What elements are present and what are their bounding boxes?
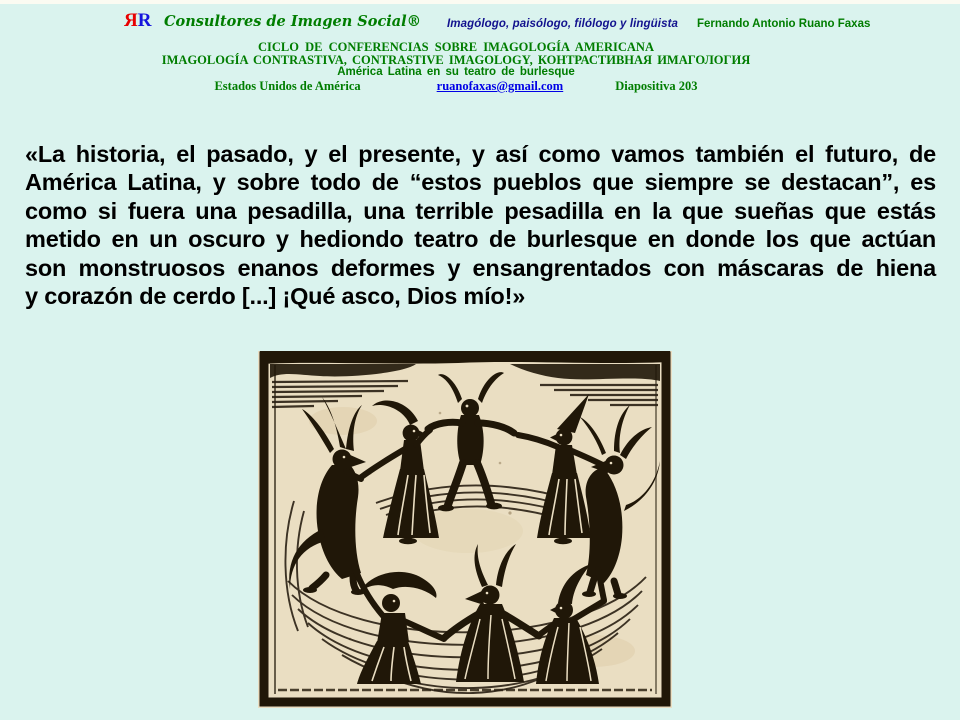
logo-ya-letter: Я (124, 10, 138, 31)
footer-info-line (0, 79, 912, 94)
woodcut-svg (258, 351, 672, 708)
conference-title-line: IMAGOLOGÍA CONTRASTIVA, CONTRASTIVE IMAGOLOGY, КОНТРАСТИВНАЯ ИМАГОЛОГИЯ (161, 53, 751, 67)
conference-series-line: CICLO DE CONFERENCIAS SOBRE IMAGOLOGÍA AMERICANA (258, 40, 654, 54)
lecture-title-line: América Latina en su teatro de burlesque (337, 66, 575, 78)
quote-line: metido en un oscuro y hediondo teatro de burlesque en donde los que actúan (25, 226, 936, 253)
logo (124, 11, 151, 31)
country-label: Estados Unidos de América (214, 79, 361, 93)
quote-line: son monstruosos enanos deformes y ensangrentados con máscaras de hiena (25, 254, 936, 281)
profession-line: Imagólogo, paisólogo, filólogo y lingüista (447, 18, 678, 30)
quote-paragraph (25, 140, 936, 310)
quote-line: «La historia, el pasado, y el presente, y así como vamos también el futuro, de (25, 141, 936, 167)
quote-line: y corazón de cerdo [...] ¡Qué asco, Dios mío!» (25, 283, 526, 310)
brand-name: Consultores de Imagen Social® (164, 13, 422, 30)
quote-line: como si fuera una pesadilla, una terrible pesadilla en la que sueñas que estás (25, 197, 936, 224)
author-name: Fernando Antonio Ruano Faxas (697, 18, 871, 30)
email-link[interactable]: ruanofaxas@gmail.com (436, 79, 564, 93)
slide-number-label: Diapositiva 203 (615, 79, 698, 93)
woodcut-image (258, 351, 672, 708)
quote-line: América Latina, y sobre todo de “estos pueblos que siempre se destacan”, es (25, 169, 936, 196)
logo-r-letter: R (137, 10, 152, 31)
slide-top-edge (0, 0, 960, 4)
